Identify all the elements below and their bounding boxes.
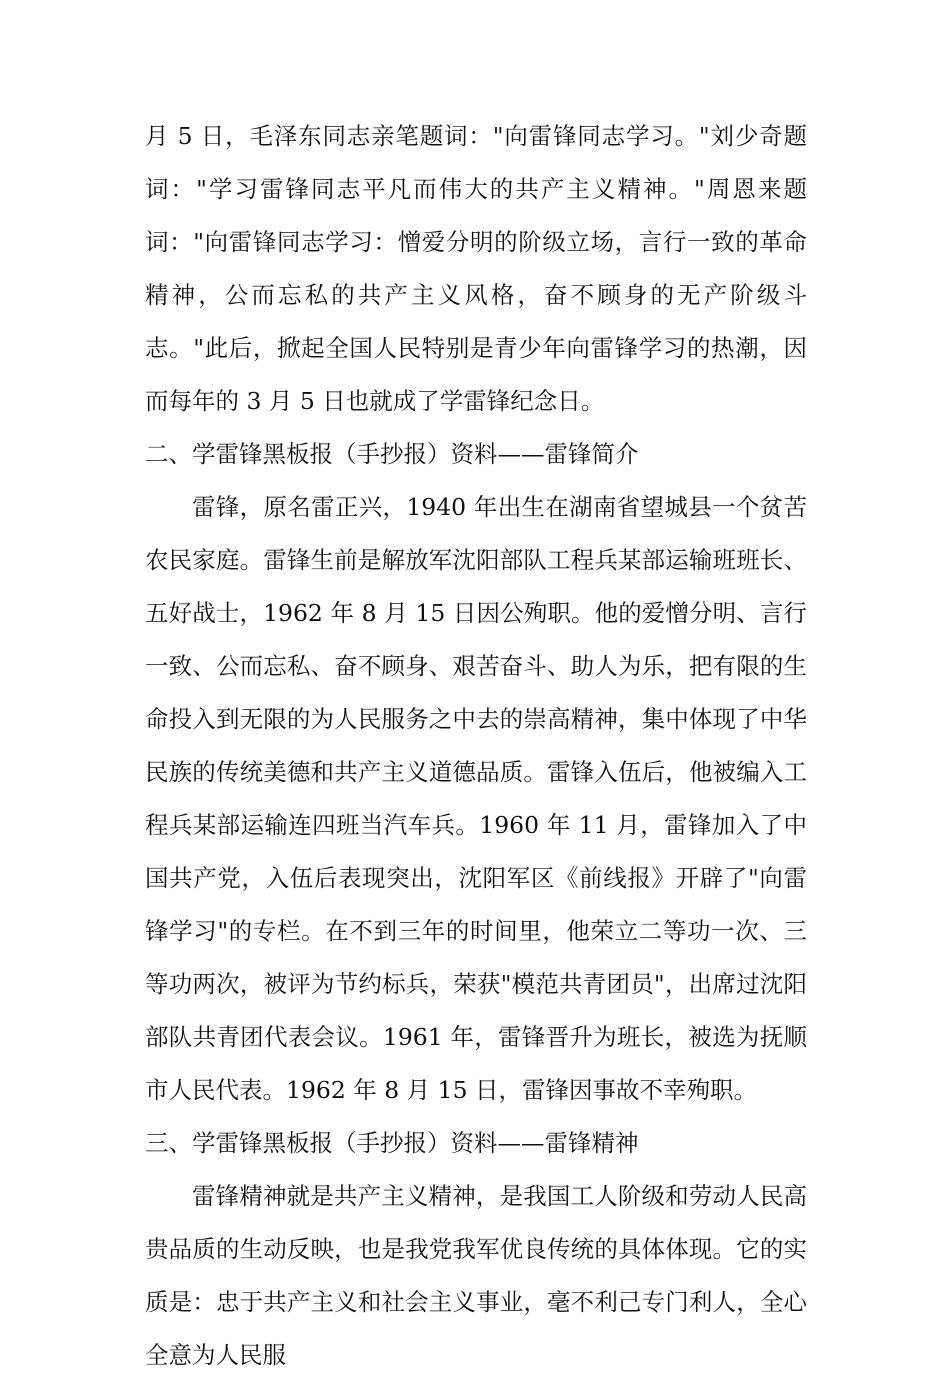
- paragraph-lei-feng-spirit: 雷锋精神就是共产主义精神，是我国工人阶级和劳动人民高贵品质的生动反映，也是我党我军优良传统的具体体现。它的实质是：忠于共产主义和社会主义事业，毫不利己专门利人，全心全意为人民服: [145, 1182, 807, 1369]
- paragraph-lei-feng-intro: 雷锋，原名雷正兴，1940 年出生在湖南省望城县一个贫苦农民家庭。雷锋生前是解放军沈阳部队工程兵某部运输班班长、五好战士，1962 年 8 月 15 日因公殉职。他的爱憎分明、言行一致、公而忘私、奋不顾身、艰苦奋斗、助人为乐，把有限的生命投入到无限的为人民服务之中去的崇高精神，集中体现了中华民族的传统美德和共产主义道德品质。雷锋入伍后，他被编入工程兵某部运输连四班当汽车兵。1960 年 11 月，雷锋加入了中国共产党，入伍后表现突出，沈阳军区《前线报》开辟了"向雷锋学习"的专栏。在不到三年的时间里，他荣立二等功一次、三等功两次，被评为节约标兵，荣获"模范共青团员"，出席过沈阳部队共青团代表会议。1961 年，雷锋晋升为班长，被选为抚顺市人民代表。1962 年 8 月 15 日，雷锋因事故不幸殉职。: [145, 493, 807, 1104]
- section-heading-lei-feng-intro: 二、学雷锋黑板报（手抄报）资料——雷锋简介: [145, 440, 639, 468]
- document-body: [145, 110, 807, 1382]
- paragraph-inscriptions: 月 5 日，毛泽东同志亲笔题词："向雷锋同志学习。"刘少奇题词："学习雷锋同志平凡而伟大的共产主义精神。"周恩来题词："向雷锋同志学习：憎爱分明的阶级立场，言行一致的革命精神，公而忘私的共产主义风格，奋不顾身的无产阶级斗志。"此后，掀起全国人民特别是青少年向雷锋学习的热潮，因而每年的 3 月 5 日也就成了学雷锋纪念日。: [145, 122, 807, 415]
- section-heading-lei-feng-spirit: 三、学雷锋黑板报（手抄报）资料——雷锋精神: [145, 1129, 639, 1157]
